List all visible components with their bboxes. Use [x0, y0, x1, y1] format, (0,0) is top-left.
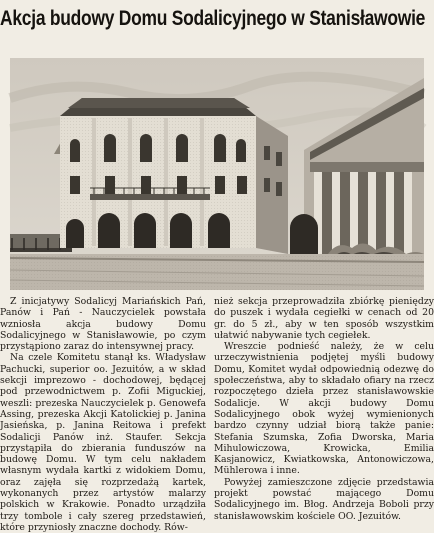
paragraph: Powyżej zamieszczone zdjęcie przedstawia projekt powstać mającego Domu Sodalicyjnego im. Błog. Andrzeja Boboli przy stanisławowskim kościele OO. Jezuitów.: [214, 476, 434, 522]
headline: Akcja budowy Domu Sodalicyjnego w Stanisławowie: [0, 7, 426, 30]
paragraph: nież sekcja przeprowadziła zbiórkę pieniędzy do puszek i wydała cegiełki w cenach od 20 gr. do 5 zł., aby w ten sposób wszystkim ułatwić nabywanie tych cegiełek.: [214, 296, 434, 341]
article-column-left: [0, 296, 206, 533]
article-column-right: [214, 296, 434, 522]
building-photo: [10, 58, 424, 290]
paragraph: Z inicjatywy Sodalicyj Mariańskich Pań, Panów i Pań - Nauczycielek powstała wzniosła akcja budowy Domu Sodalicyjnego w Stanisławowie, po czym przystąpiono zaraz do intensywnej pracy.: [0, 296, 206, 353]
paragraph: Na czele Komitetu stanął ks. Władysław Pachucki, superior oo. Jezuitów, a w skład sekcji imprezowo - dochodowej, będącej pod przewodnictwem p. Zofii Miguckiej, weszli: prezeska Nauczycielek p. Genowefa Assing, prezeska Akcji Katolickiej p. Janina Jasieńska, p. Janina Reitowa i prefekt Sodalicji Panów inż. Staufer. Sekcja przystąpiła do zbierania funduszów na budowę Domu. W tym celu nakładem własnym wydała kartki z widokiem Domu, oraz zajęła się rozprzedażą kartek, wykonanych przez artystów malarzy polskich w Krakowie. Ponadto urządziła trzy tombole i cały szereg przedstawień, które przyniosły znaczne dochody. Rów-: [0, 352, 206, 533]
paragraph: Wreszcie podnieść należy, że w celu urzeczywistnienia podjętej myśli budowy Domu, Komitet wydał odpowiednią odezwę do społeczeństwa, aby to składało ofiary na rzecz rozpoczętego dzieła przez stanisławowskie Sodalicje. W akcji budowy Domu Sodalicyjnego obok wyżej wymienionych bardzo czynny udział biorą także panie: Stefania Szumska, Zofia Dworska, Maria Mihulowiczowa, Krowicka, Emilia Kasjanowicz, Kwiatkowska, Antonowiczowa, Mühlerowa i inne.: [214, 341, 434, 477]
